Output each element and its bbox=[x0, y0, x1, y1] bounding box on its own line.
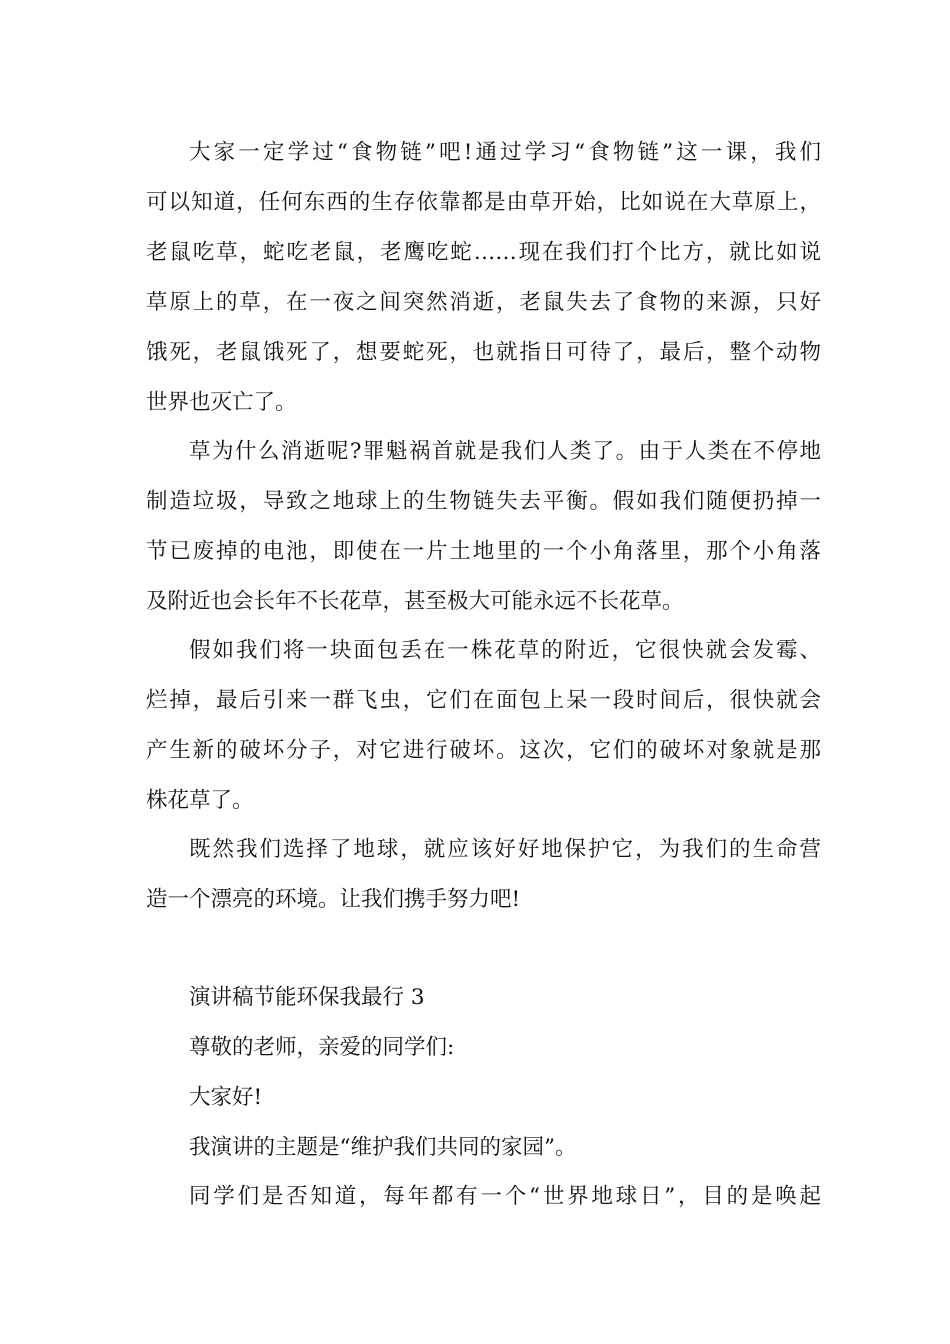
paragraph-1-line-2: 可以知道，任何东西的生存依靠都是由草开始，比如说在大草原上， bbox=[146, 190, 821, 215]
paragraph-1-line-6: 世界也灭亡了。 bbox=[146, 390, 297, 415]
paragraph-1-line-5: 饿死，老鼠饿死了，想要蛇死，也就指日可待了，最后，整个动物 bbox=[146, 340, 821, 365]
paragraph-4-line-2: 造一个漂亮的环境。让我们携手努力吧! bbox=[146, 887, 521, 912]
paragraph-3-line-2: 烂掉，最后引来一群飞虫，它们在面包上呆一段时间后，很快就会 bbox=[146, 688, 821, 713]
greeting: 大家好! bbox=[189, 1085, 263, 1110]
paragraph-1-line-4: 草原上的草，在一夜之间突然消逝，老鼠失去了食物的来源，只好 bbox=[146, 290, 821, 315]
speech-topic: 我演讲的主题是“维护我们共同的家园”。 bbox=[189, 1135, 577, 1160]
paragraph-4-line-1: 既然我们选择了地球，就应该好好地保护它，为我们的生命营 bbox=[189, 837, 821, 862]
paragraph-3-line-4: 株花草了。 bbox=[146, 788, 254, 813]
paragraph-1-line-1: 大家一定学过“食物链”吧!通过学习“食物链”这一课，我们 bbox=[189, 140, 821, 165]
paragraph-2-line-3: 节已废掉的电池，即使在一片土地里的一个小角落里，那个小角落 bbox=[146, 539, 821, 564]
paragraph-2-line-1: 草为什么消逝呢?罪魁祸首就是我们人类了。由于人类在不停地 bbox=[189, 439, 821, 464]
section-paragraph-line: 同学们是否知道，每年都有一个“世界地球日”，目的是唤起 bbox=[189, 1184, 821, 1209]
salutation: 尊敬的老师，亲爱的同学们: bbox=[189, 1035, 455, 1060]
paragraph-1-line-3: 老鼠吃草，蛇吃老鼠，老鹰吃蛇……现在我们打个比方，就比如说 bbox=[146, 240, 821, 265]
paragraph-3-line-1: 假如我们将一块面包丢在一株花草的附近，它很快就会发霉、 bbox=[189, 638, 821, 663]
paragraph-3-line-3: 产生新的破坏分子，对它进行破坏。这次，它们的破坏对象就是那 bbox=[146, 738, 821, 763]
paragraph-2-line-2: 制造垃圾，导致之地球上的生物链失去平衡。假如我们随便扔掉一 bbox=[146, 489, 821, 514]
section-title: 演讲稿节能环保我最行 3 bbox=[189, 985, 425, 1010]
paragraph-2-line-4: 及附近也会长年不长花草，甚至极大可能永远不长花草。 bbox=[146, 589, 684, 614]
